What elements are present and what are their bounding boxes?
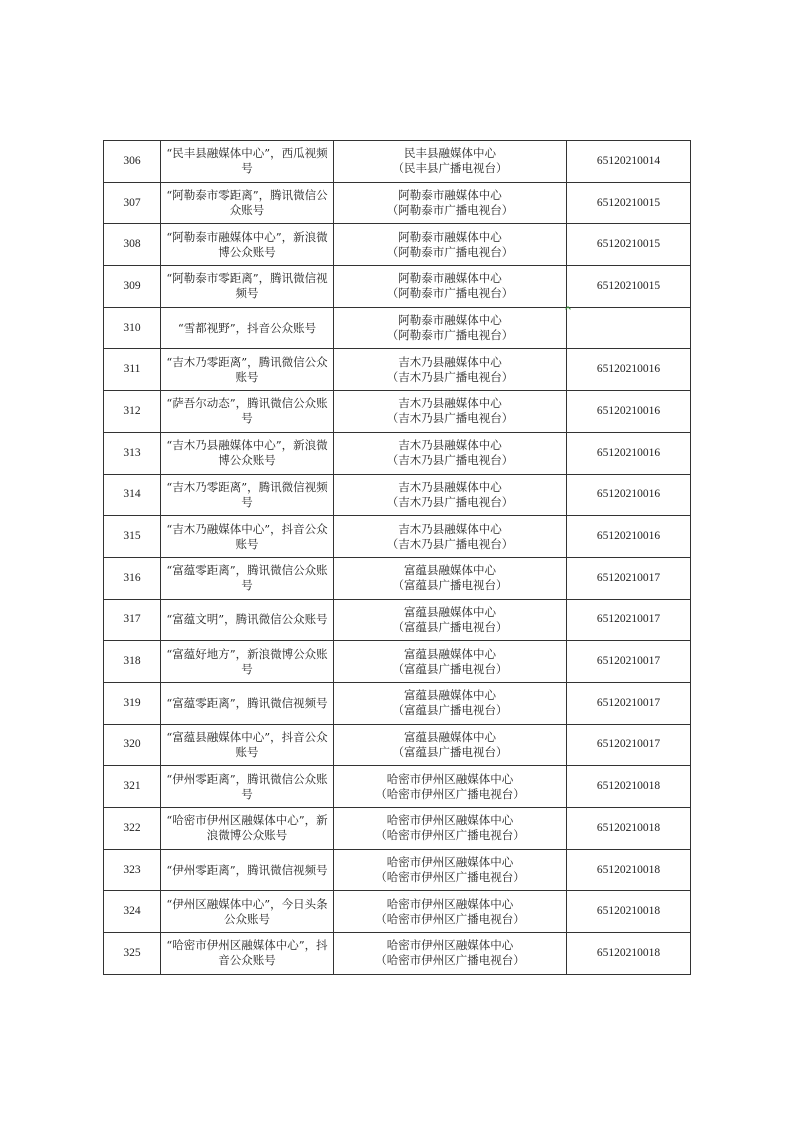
operating-unit-alias: （哈密市伊州区广播电视台） bbox=[375, 786, 525, 801]
operating-unit-cell bbox=[334, 266, 567, 308]
row-number: 309 bbox=[123, 279, 141, 292]
operating-unit-alias: （富蕴县广播电视台） bbox=[392, 703, 508, 718]
account-name-cell bbox=[161, 808, 334, 850]
license-code: 65120210016 bbox=[596, 404, 661, 417]
operating-unit-cell bbox=[334, 516, 567, 558]
row-number-cell bbox=[104, 849, 161, 891]
row-number: 315 bbox=[123, 530, 141, 543]
license-code: 65120210016 bbox=[596, 488, 661, 501]
license-code: 65120210015 bbox=[596, 238, 661, 251]
account-name-cell bbox=[161, 724, 334, 766]
operating-unit-alias: （哈密市伊州区广播电视台） bbox=[375, 911, 525, 926]
operating-unit-alias: （吉木乃县广播电视台） bbox=[386, 411, 514, 426]
row-number-cell bbox=[104, 682, 161, 724]
license-code: 65120210014 bbox=[596, 154, 661, 167]
license-code-cell bbox=[567, 349, 691, 391]
account-name: “吉木乃融媒体中心”，抖音公众账号 bbox=[166, 521, 328, 551]
account-name-cell bbox=[161, 224, 334, 266]
row-number-cell bbox=[104, 933, 161, 975]
account-name-cell bbox=[161, 349, 334, 391]
account-name: “阿勒泰市零距离”，腾讯微信公众账号 bbox=[166, 188, 328, 218]
account-name: “吉木乃零距离”，腾讯微信视频号 bbox=[166, 479, 328, 509]
account-name: “吉木乃零距离”，腾讯微信公众账号 bbox=[166, 354, 328, 384]
license-code: 65120210017 bbox=[596, 738, 661, 751]
table-row bbox=[104, 307, 691, 349]
account-name-cell bbox=[161, 766, 334, 808]
operating-unit-alias: （哈密市伊州区广播电视台） bbox=[375, 953, 525, 968]
account-name: “富蕴文明”，腾讯微信公众账号 bbox=[166, 612, 328, 627]
operating-unit-cell bbox=[334, 808, 567, 850]
license-code: 65120210017 bbox=[596, 571, 661, 584]
license-code-cell bbox=[567, 891, 691, 933]
row-number-cell bbox=[104, 474, 161, 516]
account-name: “哈密市伊州区融媒体中心”，新浪微博公众账号 bbox=[166, 813, 328, 843]
operating-unit-alias: （吉木乃县广播电视台） bbox=[386, 453, 514, 468]
row-number-cell bbox=[104, 391, 161, 433]
table-row bbox=[104, 516, 691, 558]
operating-unit-name: 吉木乃县融媒体中心 bbox=[398, 396, 502, 411]
account-name-cell bbox=[161, 641, 334, 683]
account-name-cell bbox=[161, 849, 334, 891]
account-name-cell bbox=[161, 557, 334, 599]
operating-unit-cell bbox=[334, 849, 567, 891]
table-row bbox=[104, 349, 691, 391]
row-number: 306 bbox=[123, 154, 141, 167]
license-code-cell bbox=[567, 516, 691, 558]
row-number: 317 bbox=[123, 613, 141, 626]
registry-table-body bbox=[104, 141, 691, 975]
operating-unit-cell bbox=[334, 224, 567, 266]
operating-unit-name: 哈密市伊州区融媒体中心 bbox=[386, 896, 514, 911]
table-row bbox=[104, 808, 691, 850]
operating-unit-name: 哈密市伊州区融媒体中心 bbox=[386, 813, 514, 828]
operating-unit-name: 富蕴县融媒体中心 bbox=[404, 563, 496, 578]
operating-unit-name: 民丰县融媒体中心 bbox=[404, 146, 496, 161]
row-number-cell bbox=[104, 432, 161, 474]
operating-unit-cell bbox=[334, 391, 567, 433]
account-name-cell bbox=[161, 933, 334, 975]
account-name: “伊州区融媒体中心”，今日头条公众账号 bbox=[166, 896, 328, 926]
table-row bbox=[104, 391, 691, 433]
operating-unit-cell bbox=[334, 641, 567, 683]
operating-unit-cell bbox=[334, 141, 567, 183]
account-name-cell bbox=[161, 182, 334, 224]
row-number: 310 bbox=[123, 321, 141, 334]
operating-unit-name: 富蕴县融媒体中心 bbox=[404, 604, 496, 619]
row-number-cell bbox=[104, 349, 161, 391]
account-name: “民丰县融媒体中心”，西瓜视频号 bbox=[166, 146, 328, 176]
operating-unit-cell bbox=[334, 766, 567, 808]
table-row bbox=[104, 432, 691, 474]
license-code-cell bbox=[567, 641, 691, 683]
license-code: 65120210018 bbox=[596, 863, 661, 876]
table-row bbox=[104, 682, 691, 724]
license-code-cell bbox=[567, 808, 691, 850]
table-row bbox=[104, 849, 691, 891]
license-code: 65120210018 bbox=[596, 905, 661, 918]
account-name-cell bbox=[161, 266, 334, 308]
license-code: 65120210015 bbox=[596, 279, 661, 292]
row-number-cell bbox=[104, 599, 161, 641]
row-number: 307 bbox=[123, 196, 141, 209]
row-number: 323 bbox=[123, 863, 141, 876]
table-row bbox=[104, 933, 691, 975]
row-number: 324 bbox=[123, 905, 141, 918]
operating-unit-name: 富蕴县融媒体中心 bbox=[404, 729, 496, 744]
license-code-cell bbox=[567, 682, 691, 724]
account-name: “萨吾尔动态”，腾讯微信公众账号 bbox=[166, 396, 328, 426]
license-code-cell bbox=[567, 307, 691, 349]
row-number: 318 bbox=[123, 655, 141, 668]
row-number: 308 bbox=[123, 238, 141, 251]
row-number: 316 bbox=[123, 571, 141, 584]
row-number-cell bbox=[104, 141, 161, 183]
table-row bbox=[104, 182, 691, 224]
license-code-cell bbox=[567, 432, 691, 474]
table-row bbox=[104, 224, 691, 266]
operating-unit-cell bbox=[334, 891, 567, 933]
license-code: 65120210017 bbox=[596, 655, 661, 668]
operating-unit-cell bbox=[334, 474, 567, 516]
license-code: 65120210016 bbox=[596, 363, 661, 376]
operating-unit-cell bbox=[334, 557, 567, 599]
operating-unit-name: 吉木乃县融媒体中心 bbox=[398, 438, 502, 453]
table-row bbox=[104, 599, 691, 641]
operating-unit-name: 哈密市伊州区融媒体中心 bbox=[386, 938, 514, 953]
account-name-cell bbox=[161, 307, 334, 349]
operating-unit-alias: （哈密市伊州区广播电视台） bbox=[375, 828, 525, 843]
row-number: 312 bbox=[123, 404, 141, 417]
table-row bbox=[104, 891, 691, 933]
table-row bbox=[104, 474, 691, 516]
operating-unit-alias: （富蕴县广播电视台） bbox=[392, 661, 508, 676]
license-code-cell bbox=[567, 182, 691, 224]
operating-unit-alias: （民丰县广播电视台） bbox=[392, 161, 508, 176]
operating-unit-alias: （哈密市伊州区广播电视台） bbox=[375, 870, 525, 885]
row-number-cell bbox=[104, 182, 161, 224]
row-number-cell bbox=[104, 516, 161, 558]
license-code-cell bbox=[567, 391, 691, 433]
operating-unit-name: 阿勒泰市融媒体中心 bbox=[398, 188, 502, 203]
operating-unit-alias: （阿勒泰市广播电视台） bbox=[386, 203, 514, 218]
license-code-cell bbox=[567, 557, 691, 599]
account-name: “雪都视野”，抖音公众账号 bbox=[177, 320, 317, 335]
table-row bbox=[104, 266, 691, 308]
operating-unit-name: 吉木乃县融媒体中心 bbox=[398, 521, 502, 536]
row-number-cell bbox=[104, 891, 161, 933]
account-name-cell bbox=[161, 141, 334, 183]
table-row bbox=[104, 641, 691, 683]
operating-unit-alias: （阿勒泰市广播电视台） bbox=[386, 244, 514, 259]
row-number: 320 bbox=[123, 738, 141, 751]
row-number: 319 bbox=[123, 696, 141, 709]
account-name: “阿勒泰市融媒体中心”，新浪微博公众账号 bbox=[166, 229, 328, 259]
account-name-cell bbox=[161, 474, 334, 516]
license-code: 65120210018 bbox=[596, 946, 661, 959]
license-code: 65120210016 bbox=[596, 446, 661, 459]
table-row bbox=[104, 557, 691, 599]
license-code: 65120210018 bbox=[596, 780, 661, 793]
license-code-cell bbox=[567, 599, 691, 641]
license-code-cell bbox=[567, 724, 691, 766]
license-code-cell bbox=[567, 224, 691, 266]
operating-unit-cell bbox=[334, 599, 567, 641]
license-code: 65120210018 bbox=[596, 821, 661, 834]
account-name: “富蕴县融媒体中心”，抖音公众账号 bbox=[166, 729, 328, 759]
operating-unit-cell bbox=[334, 307, 567, 349]
account-name: “阿勒泰市零距离”，腾讯微信视频号 bbox=[166, 271, 328, 301]
table-row bbox=[104, 141, 691, 183]
account-name-cell bbox=[161, 432, 334, 474]
row-number: 313 bbox=[123, 446, 141, 459]
operating-unit-name: 富蕴县融媒体中心 bbox=[404, 688, 496, 703]
row-number: 322 bbox=[123, 821, 141, 834]
operating-unit-alias: （富蕴县广播电视台） bbox=[392, 619, 508, 634]
operating-unit-cell bbox=[334, 432, 567, 474]
operating-unit-name: 富蕴县融媒体中心 bbox=[404, 646, 496, 661]
row-number: 325 bbox=[123, 946, 141, 959]
operating-unit-name: 哈密市伊州区融媒体中心 bbox=[386, 855, 514, 870]
operating-unit-name: 阿勒泰市融媒体中心 bbox=[398, 271, 502, 286]
account-name: “吉木乃县融媒体中心”，新浪微博公众账号 bbox=[166, 438, 328, 468]
operating-unit-cell bbox=[334, 182, 567, 224]
license-code-cell bbox=[567, 474, 691, 516]
operating-unit-alias: （吉木乃县广播电视台） bbox=[386, 494, 514, 509]
registry-table bbox=[103, 140, 691, 975]
license-code-cell bbox=[567, 266, 691, 308]
operating-unit-alias: （阿勒泰市广播电视台） bbox=[386, 286, 514, 301]
row-number-cell bbox=[104, 724, 161, 766]
account-name: “富蕴零距离”，腾讯微信视频号 bbox=[166, 695, 328, 710]
row-number-cell bbox=[104, 224, 161, 266]
operating-unit-name: 吉木乃县融媒体中心 bbox=[398, 354, 502, 369]
license-code: 65120210017 bbox=[596, 613, 661, 626]
account-name: “哈密市伊州区融媒体中心”，抖音公众账号 bbox=[166, 938, 328, 968]
operating-unit-alias: （富蕴县广播电视台） bbox=[392, 744, 508, 759]
operating-unit-alias: （阿勒泰市广播电视台） bbox=[386, 328, 514, 343]
account-name-cell bbox=[161, 891, 334, 933]
row-number-cell bbox=[104, 266, 161, 308]
account-name: “伊州零距离”，腾讯微信视频号 bbox=[166, 862, 328, 877]
license-code: 65120210017 bbox=[596, 696, 661, 709]
operating-unit-alias: （富蕴县广播电视台） bbox=[392, 578, 508, 593]
row-number: 311 bbox=[123, 363, 141, 376]
license-code-cell bbox=[567, 933, 691, 975]
operating-unit-alias: （吉木乃县广播电视台） bbox=[386, 536, 514, 551]
account-name-cell bbox=[161, 516, 334, 558]
row-number: 314 bbox=[123, 488, 141, 501]
account-name: “伊州零距离”，腾讯微信公众账号 bbox=[166, 771, 328, 801]
row-number-cell bbox=[104, 766, 161, 808]
license-code: 65120210015 bbox=[596, 196, 661, 209]
row-number-cell bbox=[104, 641, 161, 683]
license-code-cell bbox=[567, 141, 691, 183]
row-number-cell bbox=[104, 557, 161, 599]
table-row bbox=[104, 766, 691, 808]
license-code: 65120210016 bbox=[596, 530, 661, 543]
operating-unit-name: 吉木乃县融媒体中心 bbox=[398, 479, 502, 494]
account-name-cell bbox=[161, 599, 334, 641]
operating-unit-cell bbox=[334, 933, 567, 975]
row-number-cell bbox=[104, 307, 161, 349]
operating-unit-name: 阿勒泰市融媒体中心 bbox=[398, 313, 502, 328]
account-name-cell bbox=[161, 391, 334, 433]
account-name-cell bbox=[161, 682, 334, 724]
operating-unit-name: 阿勒泰市融媒体中心 bbox=[398, 229, 502, 244]
operating-unit-cell bbox=[334, 349, 567, 391]
account-name: “富蕴好地方”，新浪微博公众账号 bbox=[166, 646, 328, 676]
operating-unit-cell bbox=[334, 724, 567, 766]
row-number: 321 bbox=[123, 780, 141, 793]
operating-unit-name: 哈密市伊州区融媒体中心 bbox=[386, 771, 514, 786]
operating-unit-cell bbox=[334, 682, 567, 724]
row-number-cell bbox=[104, 808, 161, 850]
operating-unit-alias: （吉木乃县广播电视台） bbox=[386, 369, 514, 384]
license-code-cell bbox=[567, 766, 691, 808]
license-code-cell bbox=[567, 849, 691, 891]
account-name: “富蕴零距离”，腾讯微信公众账号 bbox=[166, 563, 328, 593]
table-row bbox=[104, 724, 691, 766]
